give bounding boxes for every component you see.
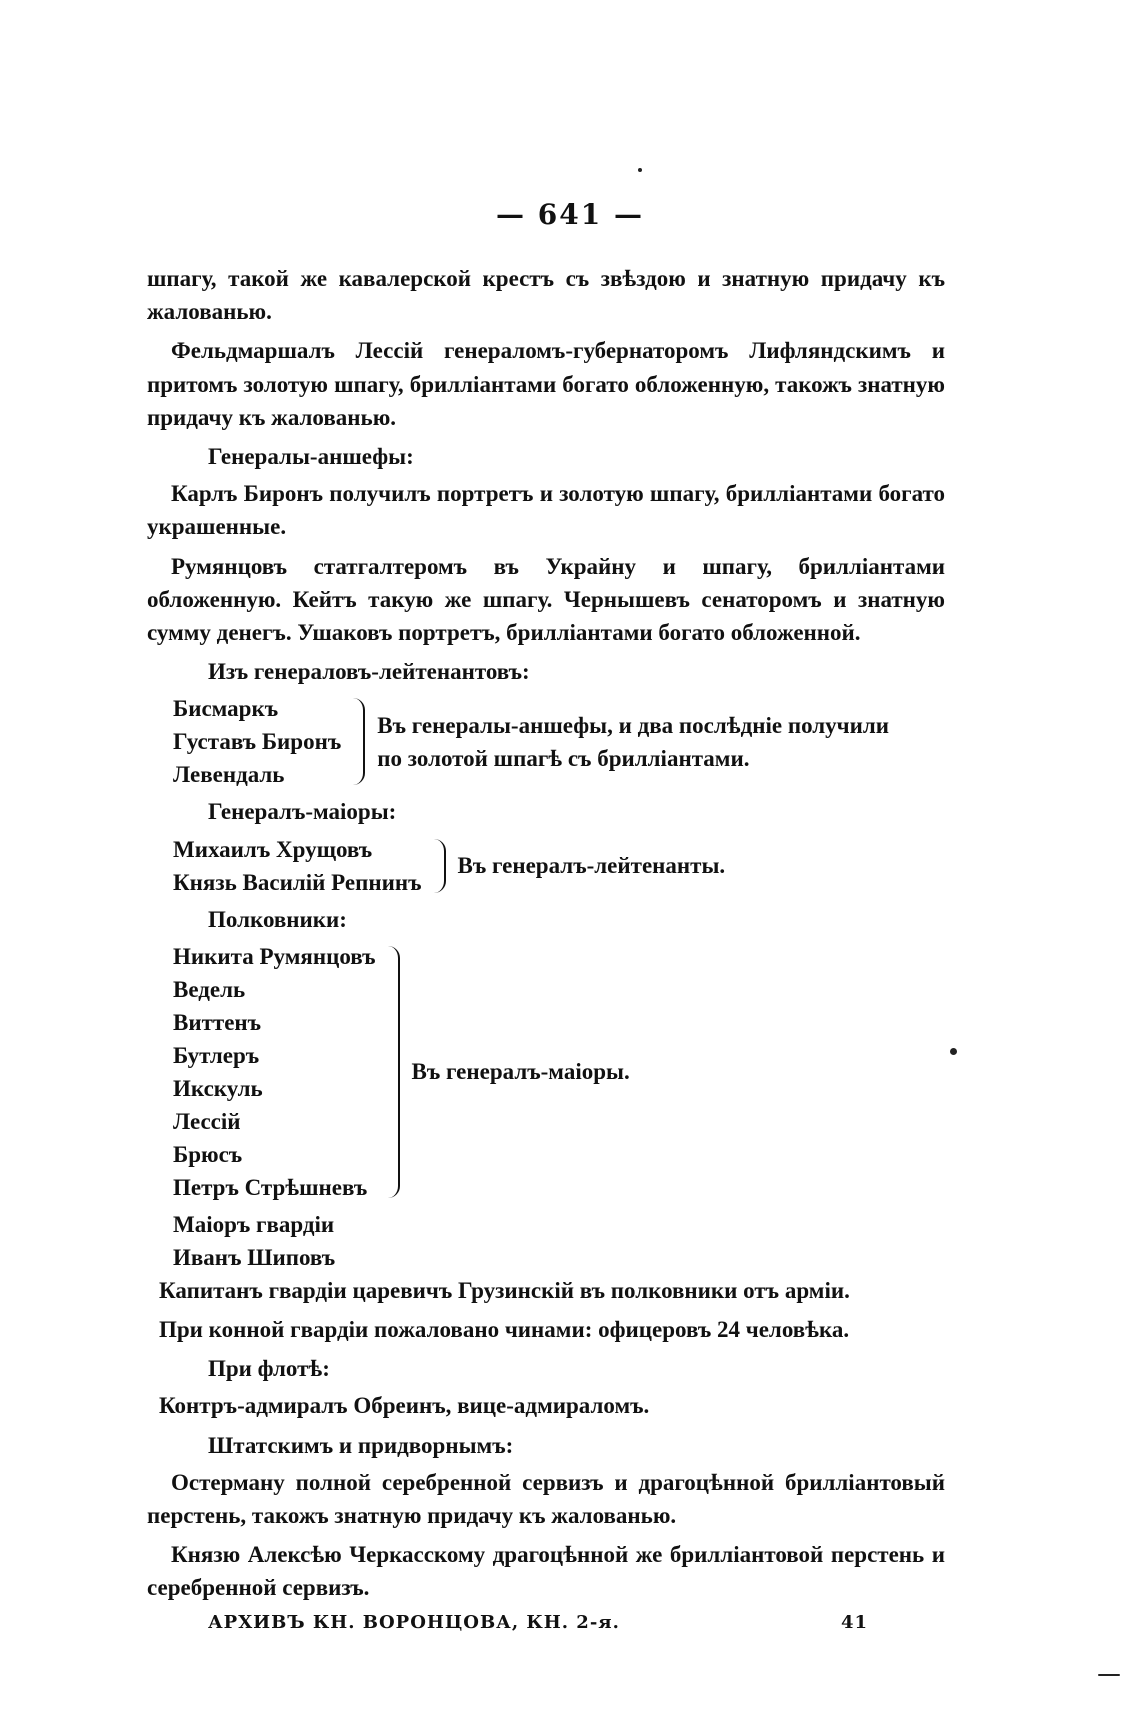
page-body [147, 262, 945, 1611]
paragraph: Контръ-адмиралъ Обреинъ, вице-адмираломъ. [159, 1393, 650, 1419]
promotion-group-majors [147, 833, 945, 899]
paragraph: Остерману полной серебренной сервизъ и драгоцѣнной брилліантовый перстень, такожъ знатную придачу къ жалованью. [147, 1469, 945, 1529]
footer-signature-number: 41 [840, 1612, 868, 1633]
paragraph: Фельдмаршалъ Лессій генераломъ-губернаторомъ Лифляндскимъ и притомъ золотую шпагу, брилліантами богато обложенную, такожъ знатную придачу къ жалованью. [147, 338, 945, 430]
ink-speck [950, 1048, 957, 1055]
promotion-result: Въ генералъ-лейтенанты. [457, 853, 726, 879]
name-item: Никита Румянцовъ [173, 943, 376, 969]
paragraph: При конной гвардіи пожаловано чинами: офицеровъ 24 человѣка. [159, 1317, 850, 1343]
ink-speck [1098, 1674, 1120, 1676]
page-number: — 641 — [496, 198, 644, 231]
name-item: Густавъ Биронъ [173, 729, 342, 755]
page-footer [208, 1612, 868, 1633]
paragraph: Карлъ Биронъ получилъ портретъ и золотую шпагу, брилліантами богато украшенные. [147, 481, 945, 540]
paragraph: шпагу, такой же кавалерской крестъ съ звѣздою и знатную придачу къ жалованью. [147, 266, 945, 325]
guards-list [147, 1208, 945, 1274]
section-heading: При флотѣ: [208, 1356, 330, 1382]
name-item: Виттенъ [173, 1009, 262, 1035]
brace-bracket [349, 698, 365, 785]
promotion-result: Въ генералы-аншефы, и два послѣдніе получили по золотой шпагѣ съ брилліантами. [377, 712, 890, 771]
name-item: Брюсъ [173, 1141, 243, 1167]
paragraph: Князю Алексѣю Черкасскому драгоцѣнной же брилліантовой перстень и серебренной сервизъ. [147, 1542, 945, 1601]
name-item: Лессій [173, 1108, 241, 1134]
name-list [147, 833, 422, 899]
name-item: Маіоръ гвардіи [173, 1211, 335, 1237]
name-item: Князь Василій Репнинъ [173, 869, 422, 895]
name-list [147, 940, 376, 1204]
section-heading: Штатскимъ и придворнымъ: [208, 1432, 514, 1458]
section-heading: Полковники: [208, 906, 347, 932]
promotion-result: Въ генералъ-маіоры. [411, 1059, 630, 1085]
section-heading: Изъ генераловъ-лейтенантовъ: [208, 659, 530, 685]
section-heading: Генералъ-маіоры: [208, 799, 397, 825]
name-list [147, 692, 341, 791]
name-item: Икскуль [173, 1075, 263, 1101]
name-item: Иванъ Шиповъ [173, 1244, 336, 1270]
ink-speck [638, 168, 642, 172]
footer-archive-title: АРХИВЪ КН. ВОРОНЦОВА, КН. 2-я. [208, 1612, 620, 1633]
promotion-group-colonels [147, 940, 945, 1204]
name-item: Ведель [173, 976, 246, 1002]
name-item: Бисмаркъ [173, 696, 279, 722]
section-heading: Генералы-аншефы: [208, 444, 414, 470]
name-item: Михаилъ Хрущовъ [173, 836, 373, 862]
paragraph: Румянцовъ статгалтеромъ въ Украйну и шпагу, брилліантами обложенную. Кейтъ такую же шпагу. Чернышевъ сенаторомъ и знатную сумму денегъ. Ушаковъ портретъ, брилліантами богато обложенной. [147, 553, 945, 646]
name-item: Петръ Стрѣшневъ [173, 1174, 368, 1200]
name-item: Бутлеръ [173, 1042, 260, 1068]
brace-bracket [384, 946, 400, 1198]
paragraph: Капитанъ гвардіи царевичъ Грузинскій въ полковники отъ арміи. [159, 1277, 850, 1303]
brace-bracket [430, 839, 446, 893]
name-item: Левендаль [173, 762, 285, 788]
promotion-group-lieutenants [147, 692, 945, 791]
